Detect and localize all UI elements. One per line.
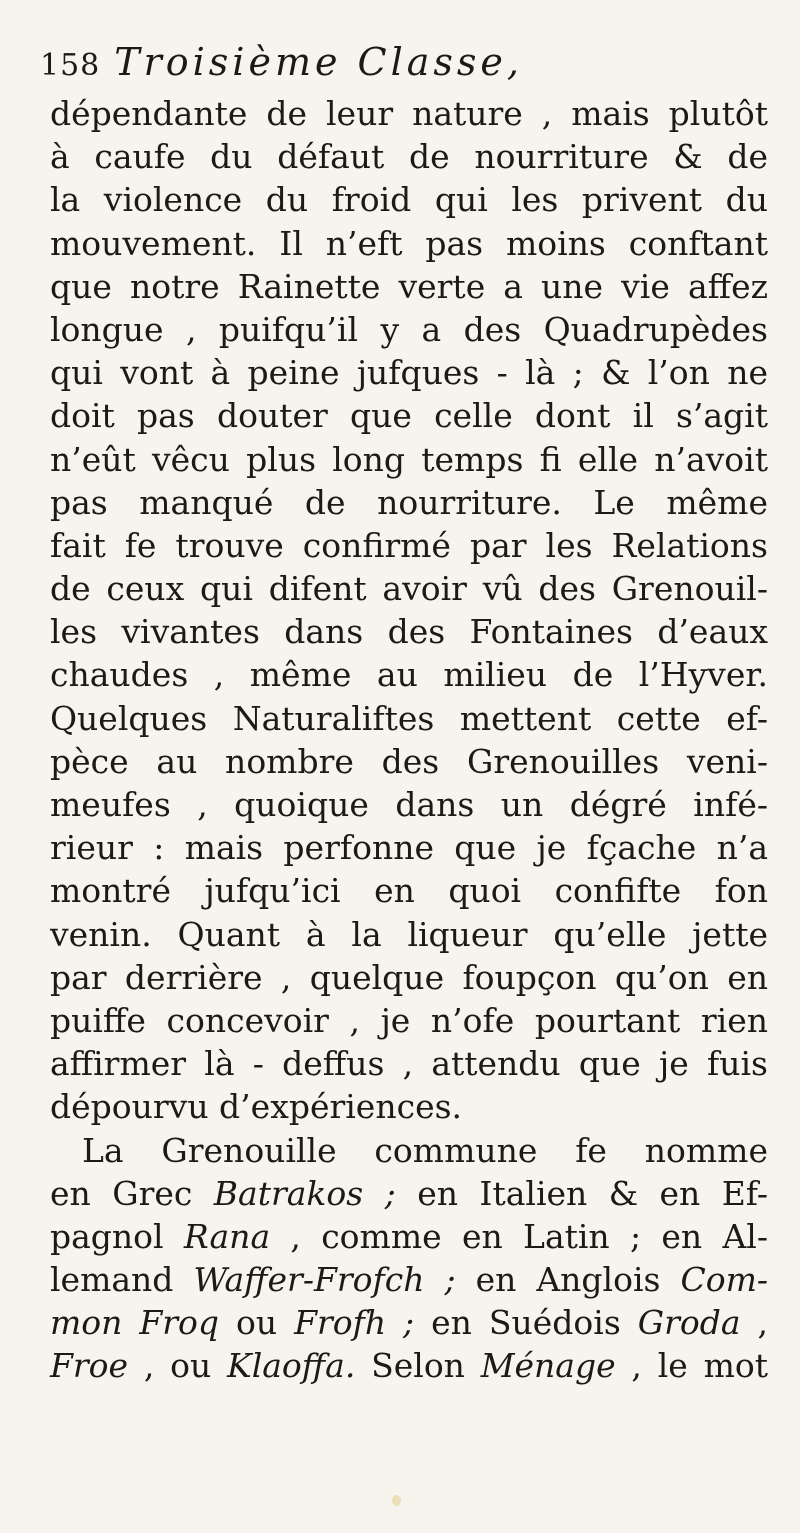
text-line: que notre Rainette verte a une vie affez <box>50 266 768 306</box>
text-line: la violence du froid qui les privent du <box>50 180 768 220</box>
swedish-term-alt: Froe <box>50 1346 129 1386</box>
text-line: longue , puifqu’il y a des Quadrupèdes <box>50 309 768 349</box>
running-header <box>40 40 770 88</box>
paper-stain <box>392 1495 401 1506</box>
text-line: dépendante de leur nature , mais plutôt <box>50 94 768 133</box>
german-term: Waffer-Frofch ; <box>193 1260 456 1300</box>
text-line: pèce au nombre des Grenouilles veni- <box>50 741 768 781</box>
text-line: meufes , quoique dans un dégré infé- <box>50 785 768 824</box>
english-term-cont: mon Froq <box>50 1303 220 1343</box>
text-line: pas manqué de nourriture. Le même <box>50 482 768 522</box>
swedish-term-alt-2: Klaoffa. <box>227 1346 356 1386</box>
text-line: à caufe du défaut de nourriture & de <box>50 137 768 177</box>
paragraph-start-line: La Grenouille commune fe nomme <box>82 1130 768 1170</box>
text-line: fait fe trouve confirmé par les Relations <box>50 525 768 565</box>
english-term-alt: Frofh ; <box>294 1303 415 1343</box>
swedish-term: Groda <box>637 1303 741 1343</box>
text-line: Froe , ou Klaoffa. Selon Ménage , le mot <box>50 1346 768 1386</box>
text-line: n’eût vêcu plus long temps fi elle n’avoit <box>50 439 768 479</box>
author-name: Ménage <box>480 1346 616 1386</box>
greek-term: Batrakos ; <box>213 1173 396 1213</box>
running-title: Troisième Classe, <box>114 40 524 84</box>
text-line: affirmer là - deffus , attendu que je fuis <box>50 1044 768 1084</box>
text-line: puiffe concevoir , je n’ofe pourtant rien <box>50 1000 768 1040</box>
text-line: de ceux qui difent avoir vû des Grenouil- <box>50 569 768 609</box>
text-line: pagnol Rana , comme en Latin ; en Al- <box>50 1216 769 1256</box>
text-line: rieur : mais perfonne que je fçache n’a <box>50 828 768 868</box>
text-line: montré jufqu’ici en quoi confifte fon <box>50 871 768 911</box>
text-line: doit pas douter que celle dont il s’agit <box>50 396 768 436</box>
body-text <box>50 92 768 1388</box>
text-line: par derrière , quelque foupçon qu’on en <box>50 957 768 997</box>
text-line: les vivantes dans des Fontaines d’eaux <box>50 612 768 652</box>
text-line: lemand Waffer-Frofch ; en Anglois Com- <box>50 1260 769 1300</box>
text-line: venin. Quant à la liqueur qu’elle jette <box>50 914 768 954</box>
text-line: mon Froq ou Frofh ; en Suédois Groda , <box>50 1303 768 1343</box>
text-line: qui vont à peine jufques - là ; & l’on ne <box>50 353 768 393</box>
text-line: en Grec Batrakos ; en Italien & en Ef- <box>50 1173 768 1213</box>
text-line: mouvement. Il n’eft pas moins conftant <box>50 223 768 263</box>
page-number: 158 <box>40 48 101 83</box>
english-term: Com- <box>680 1260 769 1300</box>
paragraph-end-line: dépourvu d’expériences. <box>50 1087 463 1127</box>
text-line: chaudes , même au milieu de l’Hyver. <box>50 655 768 695</box>
text-line: Quelques Naturaliftes mettent cette ef- <box>50 698 768 738</box>
latin-term: Rana <box>183 1216 271 1256</box>
